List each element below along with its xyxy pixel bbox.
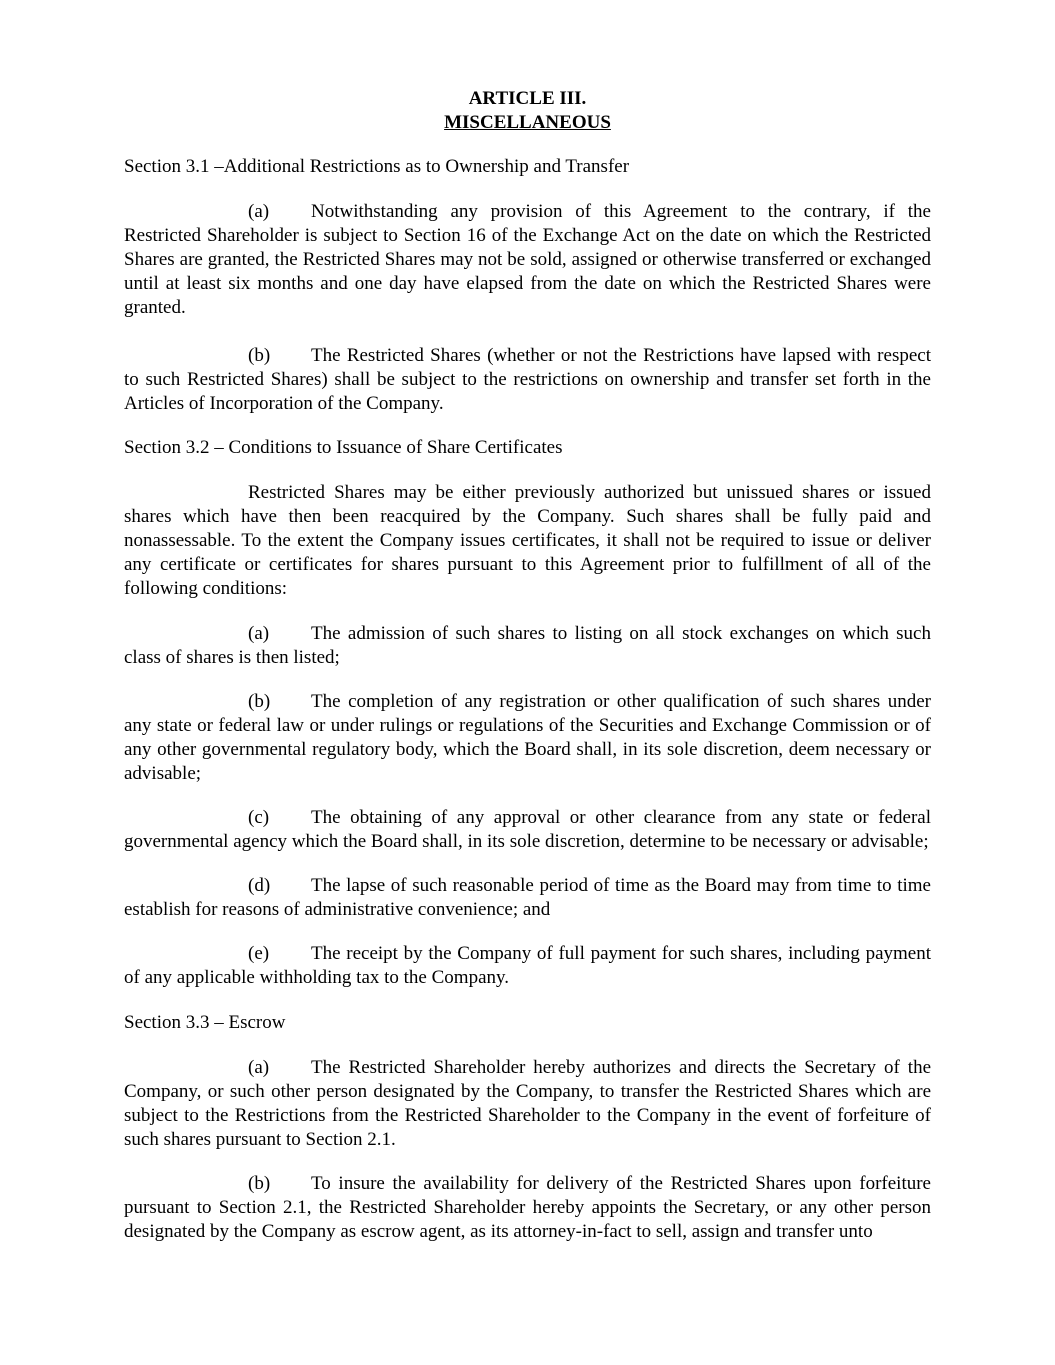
paragraph-label: (b) [248, 1173, 271, 1194]
paragraph-label: (a) [248, 201, 270, 222]
paragraph-label: (b) [248, 345, 271, 366]
paragraph [124, 1056, 931, 1152]
paragraph: Restricted Shares may be either previously authorized but unissued shares or issued shares which have then been reacquired by the Company. Such shares shall be fully paid and nonassessable. To the extent the Company issues certificates, it shall not be required to issue or deliver any certificate or certificates for shares pursuant to this Agreement prior to fulfillment of all of the following conditions: [124, 482, 931, 599]
paragraph-label: (c) [248, 807, 270, 828]
document-page [124, 87, 931, 1244]
paragraph-text: The completion of any registration or other qualification of such shares under any state or federal law or under rulings or regulations of the Securities and Exchange Commission or of any other governmental regulatory body, which the Board shall, in its sole discretion, deem necessary or advisable; [124, 691, 931, 784]
paragraph-label: (e) [248, 943, 270, 964]
paragraph-text: The admission of such shares to listing on all stock exchanges on which such class of shares is then listed; [124, 623, 931, 668]
paragraph-label: (a) [248, 623, 270, 644]
article-number: ARTICLE III. [468, 88, 587, 109]
paragraph [124, 806, 931, 854]
paragraph-text: The Restricted Shareholder hereby authorizes and directs the Secretary of the Company, or such other person designated by the Company, to transfer the Restricted Shares which are subject to the Restrictions from the Restricted Shareholder to the Company in the event of forfeiture of such shares pursuant to Section 2.1. [124, 1057, 931, 1150]
paragraph-text: Notwithstanding any provision of this Agreement to the contrary, if the Restricted Shareholder is subject to Section 16 of the Exchange Act on the date on which the Restricted Shares are granted, the Restricted Shares may not be sold, assigned or otherwise transferred or exchanged until at least six months and one day have elapsed from the date on which the Restricted Shares were granted. [124, 201, 931, 318]
paragraph [124, 942, 931, 990]
paragraph [124, 874, 931, 922]
paragraph-text: The receipt by the Company of full payment for such shares, including payment of any applicable withholding tax to the Company. [124, 943, 931, 988]
paragraph-text: The obtaining of any approval or other clearance from any state or federal governmental agency which the Board shall, in its sole discretion, determine to be necessary or advisable; [124, 807, 931, 852]
paragraph-text: To insure the availability for delivery of the Restricted Shares upon forfeiture pursuant to Section 2.1, the Restricted Shareholder hereby appoints the Secretary, or any other person designated by the Company as escrow agent, as its attorney-in-fact to sell, assign and transfer unto [124, 1173, 931, 1242]
paragraph-text: The Restricted Shares (whether or not the Restrictions have lapsed with respect to such Restricted Shares) shall be subject to the restrictions on ownership and transfer set forth in the Articles of Incorporation of the Company. [124, 345, 931, 414]
section-heading: Section 3.3 – Escrow [124, 1012, 286, 1033]
paragraph-text: The lapse of such reasonable period of time as the Board may from time to time establish for reasons of administrative convenience; and [124, 875, 931, 920]
paragraph-label: (b) [248, 691, 271, 712]
section-heading: Section 3.2 – Conditions to Issuance of Share Certificates [124, 437, 563, 458]
section-heading: Section 3.1 –Additional Restrictions as to Ownership and Transfer [124, 156, 630, 177]
paragraph [124, 622, 931, 670]
paragraph [124, 200, 931, 320]
paragraph-label: (d) [248, 875, 271, 896]
paragraph [124, 344, 931, 416]
article-title: MISCELLANEOUS [444, 112, 611, 133]
paragraph [124, 1172, 931, 1244]
paragraph-label: (a) [248, 1057, 270, 1078]
paragraph [124, 690, 931, 786]
